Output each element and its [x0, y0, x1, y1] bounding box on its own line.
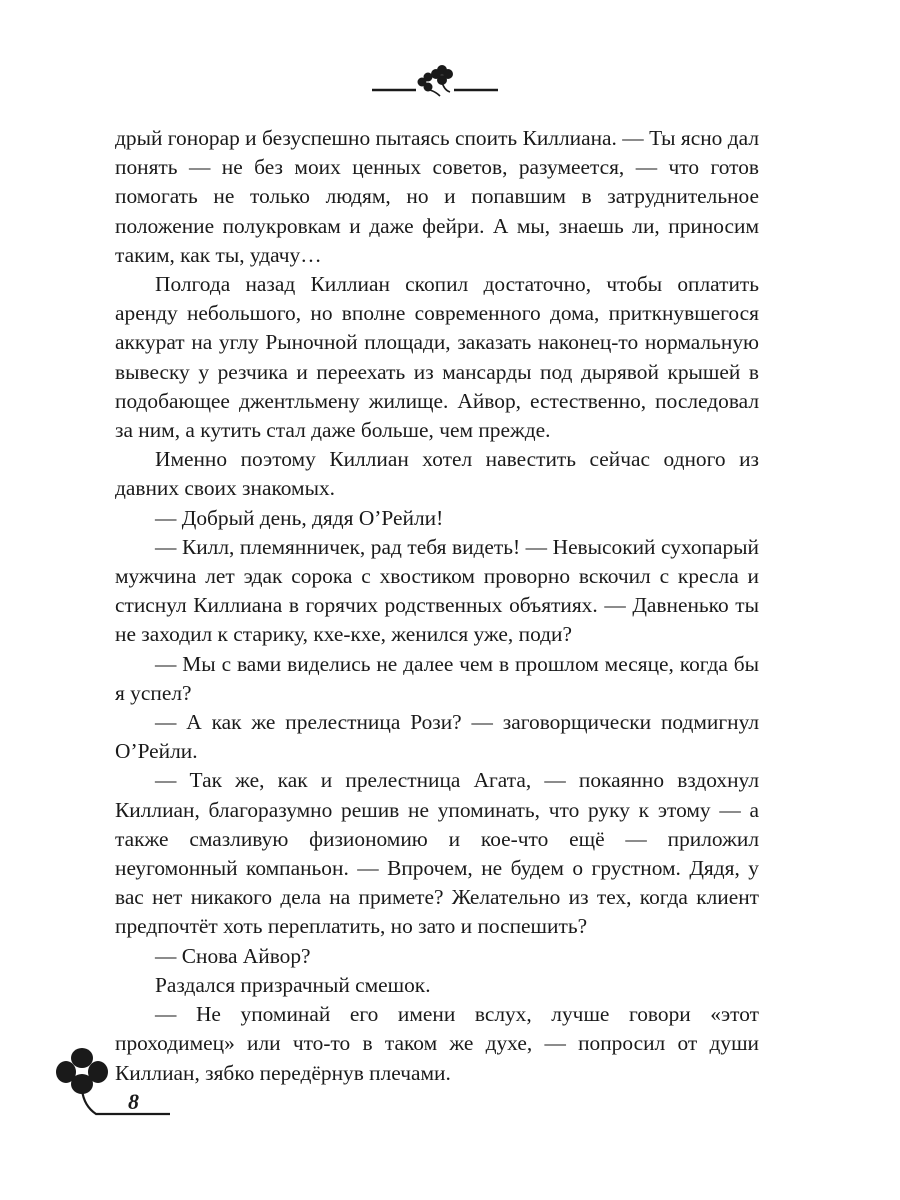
paragraph: дрый гонорар и безуспешно пытаясь споить Киллиана. — Ты ясно дал понять — не без моих ценных советов, разумеется, — что готов помогать не только людям, но и попавшим в затруднительное положение полукровкам и даже фейри. А мы, знаешь ли, приносим таким, как ты, удачу… [115, 126, 759, 267]
paragraph: Именно поэтому Киллиан хотел навестить сейчас одного из давних своих знакомых. [115, 447, 759, 501]
paragraph: — Так же, как и прелестница Агата, — покаянно вздохнул Киллиан, благоразумно решив не упоминать, что руку к этому — а также смазливую физиономию и кое-что ещё — приложил неугомонный компаньон. — Впрочем, не будем о грустном. Дядя, у вас нет никакого дела на примете? Желательно из тех, когда клиент предпочтёт хоть переплатить, но зато и поспешить? [115, 768, 759, 939]
paragraph: — Не упоминай его имени вслух, лучше говори «этот проходимец» или что-то в таком же духе, — попросил от души Киллиан, зябко передёрнув плечами. [115, 1002, 759, 1085]
paragraph: — Добрый день, дядя О’Рейли! [155, 505, 444, 530]
clover-icon [52, 1040, 172, 1120]
paragraph: — Мы с вами виделись не далее чем в прошлом месяце, когда бы я успел? [115, 651, 759, 705]
paragraph: — А как же прелестница Рози? — заговорщически подмигнул О’Рейли. [115, 710, 759, 764]
clover-ornament-icon [370, 62, 500, 102]
paragraph: Полгода назад Киллиан скопил достаточно, чтобы оплатить аренду небольшого, но вполне современного дома, приткнувшегося аккурат на углу Рыночной площади, заказать наконец-то нормальную вывеску у резчика и переехать из мансарды под дырявой крышей в подобающее джентльмену жилище. Айвор, естественно, последовал за ним, а кутить стал даже больше, чем прежде. [115, 272, 759, 443]
page-number: 8 [128, 1089, 139, 1114]
page-text [115, 124, 759, 1088]
paragraph: — Снова Айвор? [155, 943, 311, 968]
paragraph: — Килл, племянничек, рад тебя видеть! — Невысокий сухопарый мужчина лет эдак сорока с хвостиком проворно вскочил с кресла и стиснул Киллиана в горячих родственных объятиях. — Давненько ты не заходил к старику, кхе-кхе, женился уже, поди? [115, 534, 759, 647]
paragraph: Раздался призрачный смешок. [155, 972, 431, 997]
